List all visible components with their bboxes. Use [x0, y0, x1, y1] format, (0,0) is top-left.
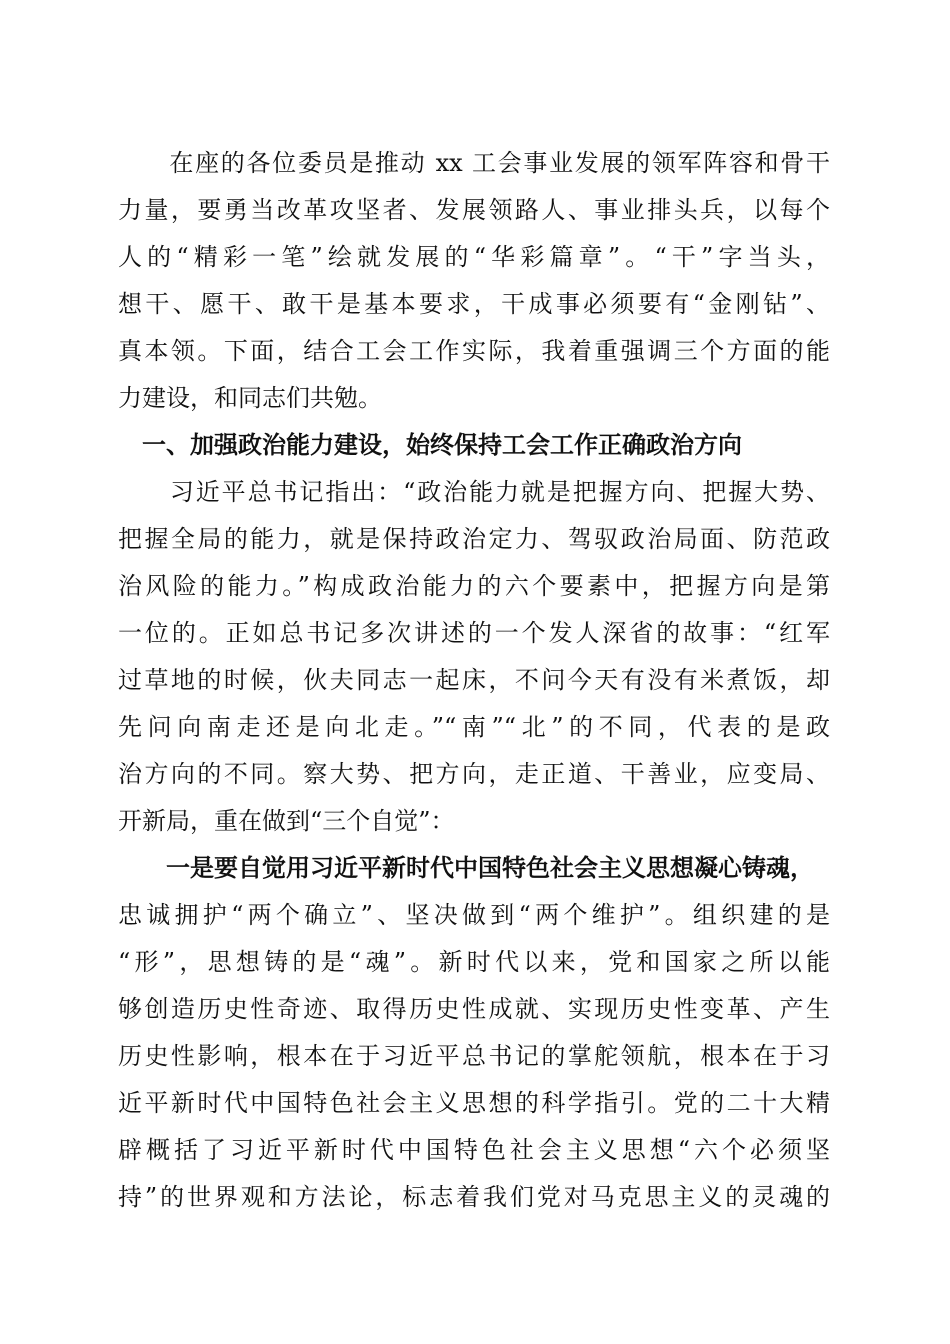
paragraph-2-line-8: 开新局，重在做到“三个自觉”： [118, 807, 455, 835]
paragraph-1-line-4: 想干、愿干、敢干是基本要求，干成事必须要有“金刚钻”、 [118, 290, 830, 318]
paragraph-2-line-3: 治风险的能力。”构成政治能力的六个要素中，把握方向是第 [118, 572, 830, 600]
paragraph-3-bold-lead: 一是要自觉用习近平新时代中国特色社会主义思想凝心铸魂， [118, 854, 814, 882]
paragraph-3-line-4: 历史性影响，根本在于习近平总书记的掌舵领航，根本在于习 [118, 1042, 830, 1070]
paragraph-3-line-2: “形”，思想铸的是“魂”。新时代以来，党和国家之所以能 [118, 948, 830, 976]
paragraph-2-line-7: 治方向的不同。察大势、把方向，走正道、干善业，应变局、 [118, 760, 830, 788]
paragraph-3-line-5: 近平新时代中国特色社会主义思想的科学指引。党的二十大精 [118, 1089, 830, 1117]
paragraph-2-line-6: 先问向南走还是向北走。”“南”“北”的不同，代表的是政 [118, 713, 830, 741]
paragraph-1-line-1: 在座的各位委员是推动 xx 工会事业发展的领军阵容和骨干 [118, 149, 830, 177]
paragraph-3-line-1: 忠诚拥护“两个确立”、坚决做到“两个维护”。组织建的是 [118, 901, 830, 929]
paragraph-2-line-4: 一位的。正如总书记多次讲述的一个发人深省的故事：“红军 [118, 619, 830, 647]
paragraph-2-line-1: 习近平总书记指出：“政治能力就是把握方向、把握大势、 [118, 478, 830, 506]
paragraph-3-line-3: 够创造历史性奇迹、取得历史性成就、实现历史性变革、产生 [118, 995, 830, 1023]
section-heading-1: 一、加强政治能力建设，始终保持工会工作正确政治方向 [118, 431, 742, 459]
paragraph-1-line-6: 力建设，和同志们共勉。 [118, 384, 382, 412]
paragraph-3-line-7: 持”的世界观和方法论，标志着我们党对马克思主义的灵魂的 [118, 1183, 830, 1211]
paragraph-1-line-3: 人的“精彩一笔”绘就发展的“华彩篇章”。“干”字当头， [118, 243, 830, 271]
paragraph-2-line-5: 过草地的时候，伙夫同志一起床，不问今天有没有米煮饭，却 [118, 666, 830, 694]
document-body [118, 140, 830, 1221]
paragraph-1-line-2: 力量，要勇当改革攻坚者、发展领路人、事业排头兵，以每个 [118, 196, 830, 224]
paragraph-2-line-2: 把握全局的能力，就是保持政治定力、驾驭政治局面、防范政 [118, 525, 830, 553]
paragraph-3-line-6: 辟概括了习近平新时代中国特色社会主义思想“六个必须坚 [118, 1136, 830, 1164]
paragraph-1-line-5: 真本领。下面，结合工会工作实际，我着重强调三个方面的能 [118, 337, 830, 365]
